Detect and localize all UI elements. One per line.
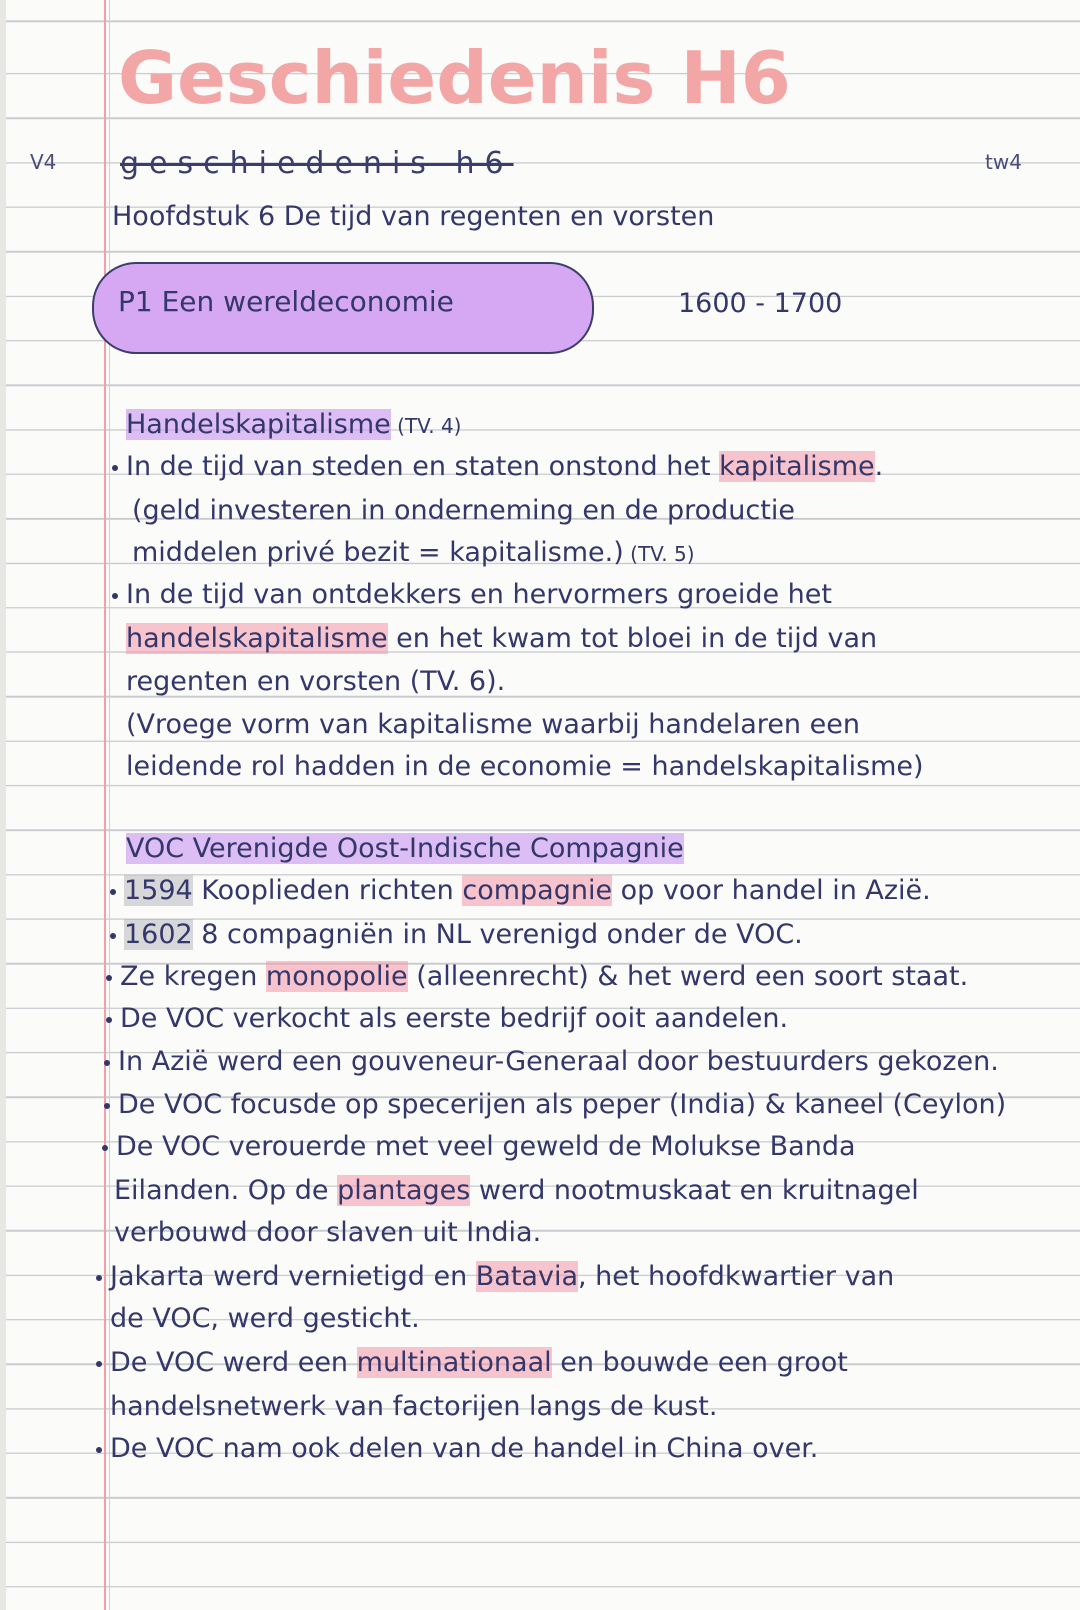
highlighted-term: multinationaal [356,1347,552,1378]
bullet-icon [106,1017,112,1023]
highlighted-term: 1594 [124,875,193,906]
bullet-icon [104,1103,110,1109]
bullet-icon [96,1275,102,1281]
bullet-icon [110,889,116,895]
note-line [126,832,684,866]
corner-mark: V4 [30,150,57,174]
note-text: de VOC, werd gesticht. [110,1303,420,1334]
note-text: De VOC verkocht als eerste bedrijf ooit aandelen. [120,1003,789,1034]
note-line [126,450,883,484]
note-text: (alleenrecht) & het werd een soort staat. [407,961,969,992]
note-line [124,918,803,952]
note-text: De VOC verouerde met veel geweld de Molukse Banda [116,1131,856,1162]
note-text: Eilanden. Op de [114,1175,338,1206]
note-line [120,1002,788,1036]
note-text: In de tijd van steden en staten onstond het [126,451,720,482]
note-text: In Azië werd een gouveneur-Generaal door bestuurders gekozen. [118,1046,999,1077]
paragraph-label: P1 Een wereldeconomie [118,285,454,318]
note-text: en het kwam tot bloei in de tijd van [387,623,878,654]
margin-line [104,0,106,1610]
note-text: leidende rol hadden in de economie = handelskapitalisme) [126,751,924,782]
note-text: . [874,451,884,482]
note-text: De VOC werd een [110,1347,357,1378]
note-line [114,1216,541,1250]
note-line [110,1346,848,1380]
note-line [126,578,832,612]
note-line [120,960,968,994]
chapter-heading: Hoofdstuk 6 De tijd van regenten en vorsten [112,201,715,232]
note-text: handelsnetwerk van factorijen langs de kust. [110,1391,718,1422]
note-text: 8 compagniën in NL verenigd onder de VOC. [192,919,803,950]
page-title-script: geschiedenis h6 [120,146,514,181]
note-text: (TV. 5) [623,542,695,566]
note-line [118,1088,1006,1122]
note-text: middelen privé bezit = kapitalisme.) [132,537,624,568]
note-text: In de tijd van ontdekkers en hervormers groeide het [126,579,832,610]
bullet-icon [96,1447,102,1453]
bullet-icon [112,465,118,471]
note-line [132,536,695,571]
note-line [116,1130,856,1164]
note-line [126,708,860,742]
highlighted-term: 1602 [124,919,193,950]
highlighted-term: Handelskapitalisme [126,409,391,440]
note-line [110,1260,894,1294]
note-text: regenten en vorsten (TV. 6). [126,666,506,697]
note-line [132,494,795,528]
note-line [110,1390,717,1424]
note-text: verbouwd door slaven uit India. [114,1217,542,1248]
highlighted-term: kapitalisme [719,451,875,482]
note-text: Ze kregen [120,961,266,992]
highlighted-term: Batavia [475,1261,578,1292]
note-text: De VOC focusde op specerijen als peper (India) & kaneel (Ceylon) [118,1089,1007,1120]
note-line [126,408,461,443]
note-line [126,750,924,784]
highlighted-term: compagnie [462,875,613,906]
page-title: Geschiedenis H6 [118,36,791,120]
note-text: (Vroege vorm van kapitalisme waarbij handelaren een [126,709,860,740]
note-text: werd nootmuskaat en kruitnagel [470,1175,919,1206]
note-text: , het hoofdkwartier van [578,1261,895,1292]
note-text: op voor handel in Azië. [612,875,931,906]
highlighted-term: VOC Verenigde Oost-Indische Compagnie [126,833,684,864]
highlighted-term: monopolie [265,961,408,992]
note-line [114,1174,919,1208]
note-text: (geld investeren in onderneming en de productie [132,495,795,526]
note-text: (TV. 4) [390,414,462,438]
note-line [126,665,505,699]
note-line [110,1302,420,1336]
note-text: Jakarta werd vernietigd en [110,1261,476,1292]
highlighted-term: plantages [337,1175,471,1206]
note-line [110,1432,818,1466]
bullet-icon [102,1145,108,1151]
note-text: De VOC nam ook delen van de handel in China over. [110,1433,819,1464]
week-label: tw4 [985,150,1022,174]
bullet-icon [104,1060,110,1066]
bullet-icon [112,593,118,599]
bullet-icon [110,933,116,939]
note-text: Kooplieden richten [192,875,463,906]
note-line [124,874,931,908]
note-line [126,622,877,656]
note-line [118,1045,999,1079]
period-label: 1600 - 1700 [678,288,843,319]
note-text: en bouwde een groot [551,1347,848,1378]
bullet-icon [106,975,112,981]
highlighted-term: handelskapitalisme [126,623,388,654]
bullet-icon [96,1361,102,1367]
